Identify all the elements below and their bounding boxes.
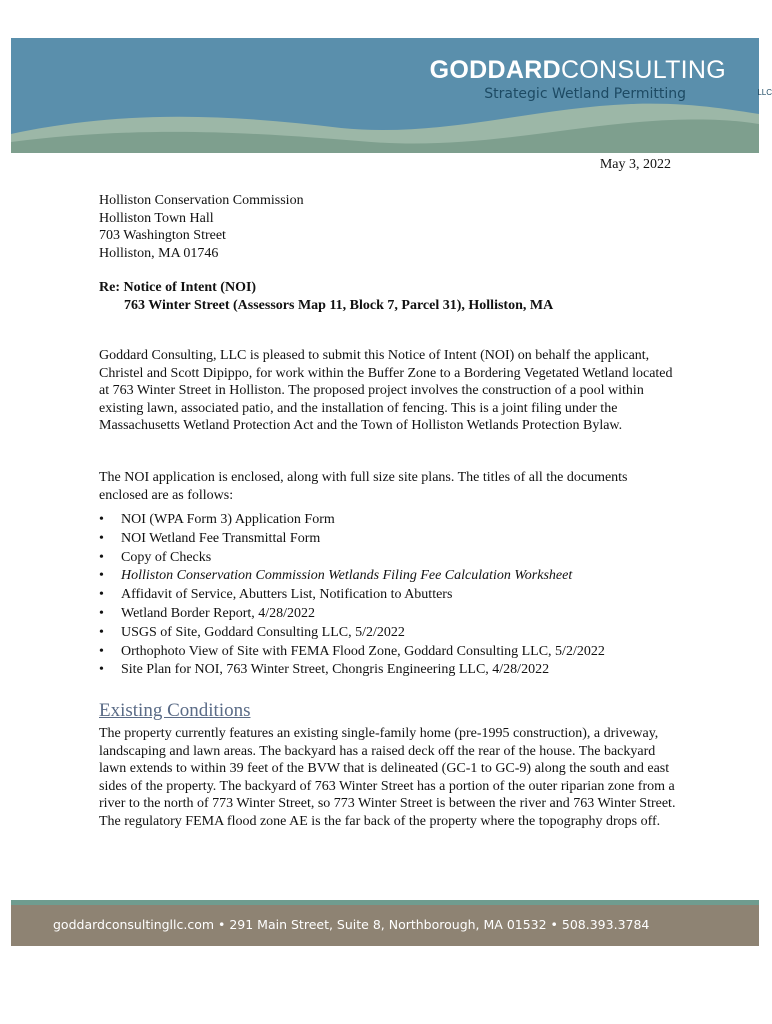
section-heading: Existing Conditions [99, 700, 251, 721]
subject-title: Re: Notice of Intent (NOI) [99, 280, 257, 295]
brand-tagline: Strategic Wetland Permitting [484, 86, 686, 102]
intro-paragraph: Goddard Consulting, LLC is pleased to submit this Notice of Intent (NOI) on behalf the applicant, Christel and Scott Dipippo, for work within the Buffer Zone to a Bordering Vegetated Wetland located at 763 Winter Street in Holliston. The proposed project involves the construction of a pool within existing lawn, associated patio, and the installation of fencing. This is a joint filing under the Massachusetts Wetland Protection Act and the Town of Holliston Wetlands Protection Bylaw. [99, 348, 673, 434]
address-line: Holliston Town Hall [99, 210, 214, 226]
list-item: • Affidavit of Service, Abutters List, Notification to Abutters [99, 586, 605, 605]
list-item: • USGS of Site, Goddard Consulting LLC, 5/2/2022 [99, 624, 605, 643]
subject-line [99, 279, 553, 314]
list-item: • Wetland Border Report, 4/28/2022 [99, 605, 605, 624]
list-item: • Site Plan for NOI, 763 Winter Street, Chongris Engineering LLC, 4/28/2022 [99, 661, 605, 680]
conditions-paragraph: The property currently features an existing single-family home (pre-1995 construction), a driveway, landscaping and lawn areas. The backyard has a raised deck off the rear of the house. The backyard lawn extends to within 39 feet of the BVW that is delineated (GC-1 to GC-9) along the south and east sides of the property. The backyard of 763 Winter Street has a portion of the outer riparian zone from a river to the north of 773 Winter Street, so 773 Winter Street is between the river and 763 Winter Street. The regulatory FEMA flood zone AE is the far back of the property where the topography drops off. [99, 726, 676, 829]
brand-logo [430, 56, 726, 85]
list-item: • NOI (WPA Form 3) Application Form [99, 511, 605, 530]
letter-date: May 3, 2022 [599, 157, 671, 172]
address-line: 703 Washington Street [99, 228, 226, 243]
footer-bar [11, 900, 759, 946]
footer-contact: goddardconsultingllc.com • 291 Main Street, Suite 8, Northborough, MA 01532 • 508.393.3784 [53, 917, 650, 932]
list-item: • Orthophoto View of Site with FEMA Flood Zone, Goddard Consulting LLC, 5/2/2022 [99, 643, 605, 662]
brand-name: GODDARDCONSULTING [429, 56, 726, 84]
brand-suffix: LLC [757, 88, 772, 97]
subject-address: 763 Winter Street (Assessors Map 11, Block 7, Parcel 31), Holliston, MA [124, 297, 554, 313]
recipient-address [99, 192, 304, 262]
document-list [99, 511, 605, 680]
address-line: Holliston Conservation Commission [99, 193, 304, 208]
list-item: • NOI Wetland Fee Transmittal Form [99, 530, 605, 549]
enclosure-paragraph: The NOI application is enclosed, along with full size site plans. The titles of all the documents enclosed are as follows: [99, 470, 628, 503]
address-line: Holliston, MA 01746 [99, 245, 219, 261]
list-item: • Copy of Checks [99, 549, 605, 568]
list-item: • Holliston Conservation Commission Wetlands Filing Fee Calculation Worksheet [99, 567, 605, 586]
